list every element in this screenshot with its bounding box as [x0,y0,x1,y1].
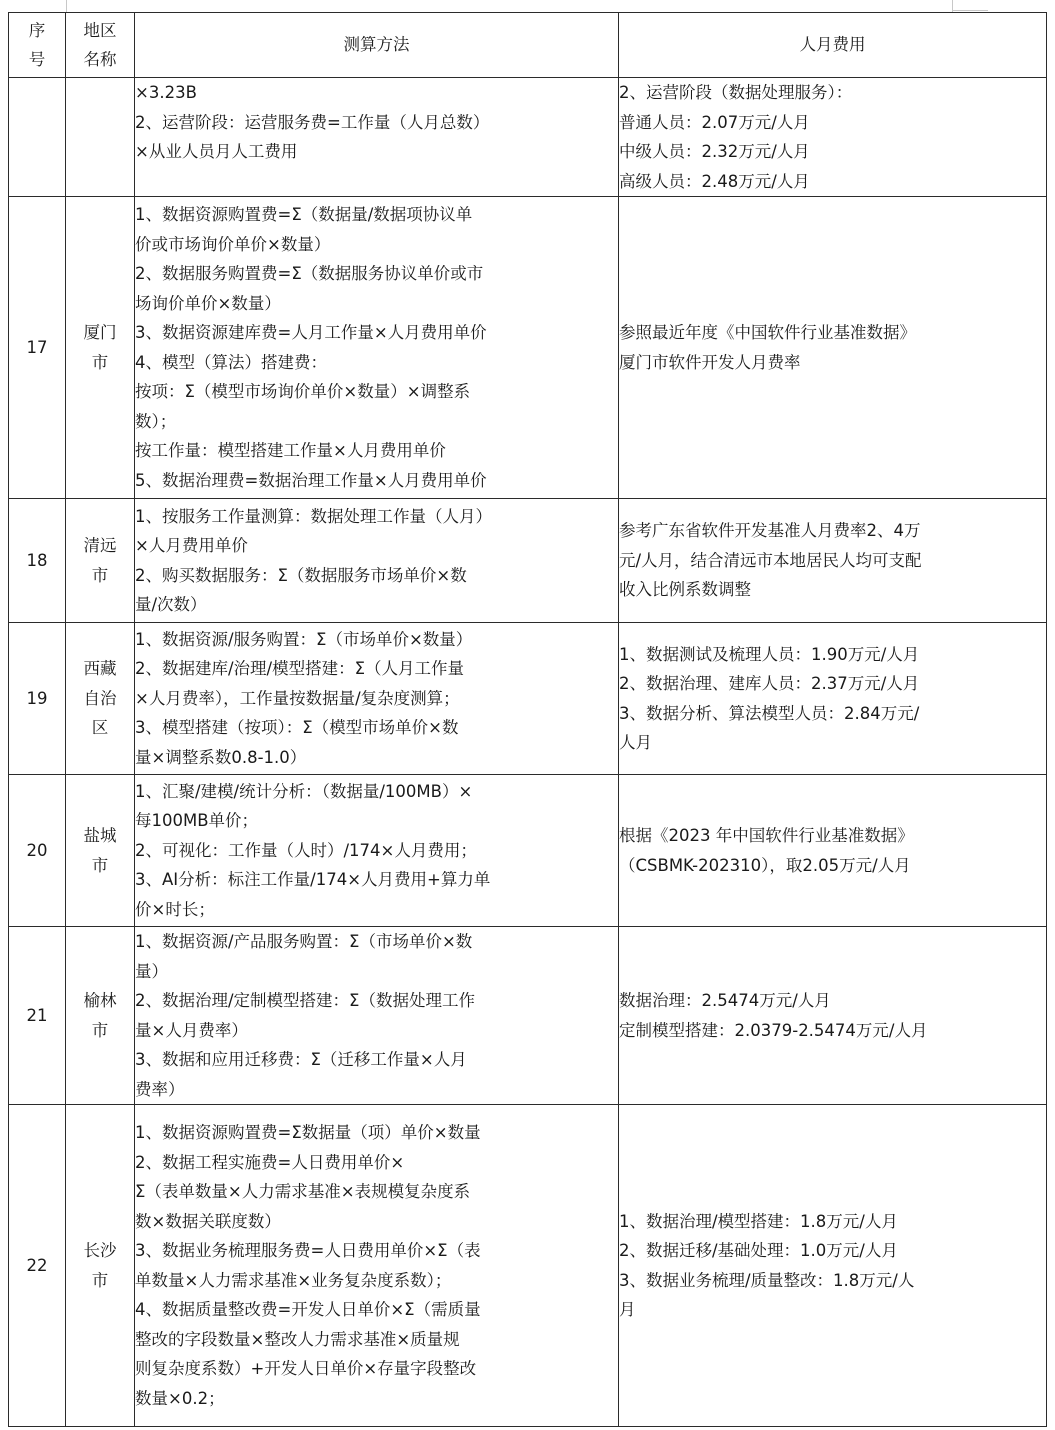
header-no: 序 号 [9,13,66,78]
cell-cost [619,927,1047,1105]
method-line: 2、数据服务购置费=Σ（数据服务协议单价或市 [135,264,484,283]
region-line: 市 [91,855,109,875]
method-line: 数量×0.2； [135,1388,225,1408]
table-body [9,78,1047,1427]
method-line: 1、数据资源购置费=Σ数据量（项）单价×数量 [135,1123,481,1142]
region-line: 清远 [83,536,117,555]
method-line: ×3.23B [135,83,197,102]
method-line: 则复杂度系数）+开发人日单价×存量字段整改 [135,1359,477,1378]
method-line: 3、数据资源建库费=人月工作量×人月费用单价 [135,323,487,342]
method-line: 费率） [135,1079,185,1099]
cost-line: 根据《2023 年中国软件行业基准数据》 [619,826,914,845]
cost-line: （CSBMK-202310），取2.05万元/人月 [619,855,911,875]
region-line: 榆林 [83,991,117,1010]
table-row [9,1105,1047,1427]
cost-line: 收入比例系数调整 [619,580,751,600]
page-corner-mark-left [66,0,67,12]
cell-no: 19 [9,623,66,775]
method-line: ×人月费用单价 [135,536,248,555]
cell-method [135,927,619,1105]
method-line: 场询价单价×数量） [135,293,281,313]
cell-region [66,197,135,499]
region-line: 市 [91,1020,109,1040]
method-line: ×从业人员月人工费用 [135,142,298,161]
method-line: 数×数据关联度数） [135,1211,281,1231]
method-line: 按项：Σ（模型市场询价单价×数量）×调整系 [135,382,471,401]
method-line: 价×时长； [135,899,215,919]
cell-method [135,775,619,927]
method-line: 整改的字段数量×整改人力需求基准×质量规 [135,1329,460,1349]
method-line: 4、模型（算法）搭建费： [135,352,327,372]
cell-region [66,78,135,197]
cost-line: 3、数据业务梳理/质量整改：1.8万元/人 [619,1270,915,1290]
page-corner-mark-right-h [952,10,988,11]
cell-cost [619,197,1047,499]
cost-line: 2、数据治理、建库人员：2.37万元/人月 [619,674,920,693]
cost-line: 人月 [619,733,652,752]
method-line: Σ（表单数量×人力需求基准×表规模复杂度系 [135,1182,471,1201]
cost-line: 1、数据测试及梳理人员：1.90万元/人月 [619,644,920,664]
method-line: 量） [135,961,168,981]
region-line: 市 [91,1270,109,1290]
region-line: 市 [91,352,109,372]
cell-cost [619,499,1047,623]
region-line: 厦门 [83,323,117,342]
cost-line: 高级人员：2.48万元/人月 [619,171,810,191]
cell-no [9,78,66,197]
method-line: 2、数据建库/治理/模型搭建：Σ（人月工作量 [135,659,465,679]
cell-no: 20 [9,775,66,927]
cell-region [66,775,135,927]
method-line: 3、模型搭建（按项）：Σ（模型市场单价×数 [135,718,459,738]
cost-line: 1、数据治理/模型搭建：1.8万元/人月 [619,1211,898,1231]
cell-no: 18 [9,499,66,623]
header-region: 地区 名称 [66,13,135,78]
region-line: 区 [91,718,109,738]
cost-line: 2、运营阶段（数据处理服务）： [619,83,853,102]
region-line: 盐城 [83,826,117,845]
cell-method [135,499,619,623]
header-method: 测算方法 [135,13,619,78]
table-row [9,927,1047,1105]
method-line: 1、数据资源/产品服务购置：Σ（市场单价×数 [135,932,473,951]
table-row [9,775,1047,927]
method-line: 2、数据工程实施费=人日费用单价× [135,1152,405,1172]
cost-line: 元/人月，结合清远市本地居民人均可支配 [619,550,922,570]
cell-region [66,623,135,775]
cost-line: 中级人员：2.32万元/人月 [619,142,810,161]
table-row [9,197,1047,499]
table-row [9,623,1047,775]
cell-no: 17 [9,197,66,499]
cost-line: 月 [619,1300,636,1319]
cell-region [66,1105,135,1427]
table-header-row [9,13,1047,78]
region-line: 长沙 [83,1241,117,1260]
method-line: 2、数据治理/定制模型搭建：Σ（数据处理工作 [135,991,475,1010]
cost-line: 数据治理：2.5474万元/人月 [619,991,831,1010]
method-line: ×人月费率），工作量按数据量/复杂度测算； [135,688,460,708]
cell-no: 21 [9,927,66,1105]
cost-line: 3、数据分析、算法模型人员：2.84万元/ [619,703,920,723]
method-line: 1、按服务工作量测算：数据处理工作量（人月） [135,506,492,526]
method-line: 量×调整系数0.8-1.0） [135,747,307,767]
cell-method [135,78,619,197]
method-line: 按工作量：模型搭建工作量×人月费用单价 [135,441,446,460]
cost-estimation-table [8,12,1047,1427]
cell-cost [619,1105,1047,1427]
method-line: 2、购买数据服务：Σ（数据服务市场单价×数 [135,565,467,585]
cost-line: 参照最近年度《中国软件行业基准数据》 [619,323,916,342]
method-line: 单数量×人力需求基准×业务复杂度系数）； [135,1270,452,1290]
method-line: 量×人月费率） [135,1020,248,1040]
method-line: 3、数据业务梳理服务费=人日费用单价×Σ（表 [135,1241,481,1260]
method-line: 价或市场询价单价×数量） [135,234,331,254]
header-cost: 人月费用 [619,13,1047,78]
method-line: 1、汇聚/建模/统计分析：（数据量/100MB）× [135,781,473,801]
method-line: 5、数据治理费=数据治理工作量×人月费用单价 [135,470,487,490]
cell-method [135,1105,619,1427]
region-line: 自治 [83,688,117,708]
cell-region [66,927,135,1105]
cell-no: 22 [9,1105,66,1427]
cost-line: 2、数据迁移/基础处理：1.0万元/人月 [619,1241,898,1260]
cell-method [135,197,619,499]
cost-line: 厦门市软件开发人月费率 [619,352,801,372]
method-line: 每100MB单价； [135,811,259,831]
cell-cost [619,775,1047,927]
method-line: 3、数据和应用迁移费：Σ（迁移工作量×人月 [135,1050,467,1069]
cost-line: 普通人员：2.07万元/人月 [619,112,810,132]
method-line: 4、数据质量整改费=开发人日单价×Σ（需质量 [135,1300,481,1319]
method-line: 3、AI分析：标注工作量/174×人月费用+算力单 [135,870,491,890]
method-line: 2、可视化：工作量（人时）/174×人月费用； [135,840,477,860]
method-line: 1、数据资源购置费=Σ（数据量/数据项协议单 [135,205,473,224]
cost-line: 定制模型搭建：2.0379-2.5474万元/人月 [619,1020,928,1040]
method-line: 量/次数） [135,595,207,614]
table-row [9,78,1047,197]
method-line: 2、运营阶段：运营服务费=工作量（人月总数） [135,112,490,132]
method-line: 数）； [135,411,177,431]
cell-method [135,623,619,775]
table-row [9,499,1047,623]
cell-cost [619,623,1047,775]
method-line: 1、数据资源/服务购置：Σ（市场单价×数量） [135,629,473,649]
cell-region [66,499,135,623]
cost-line: 参考广东省软件开发基准人月费率2、4万 [619,521,921,541]
region-line: 市 [91,565,109,585]
region-line: 西藏 [83,659,117,679]
cell-cost [619,78,1047,197]
